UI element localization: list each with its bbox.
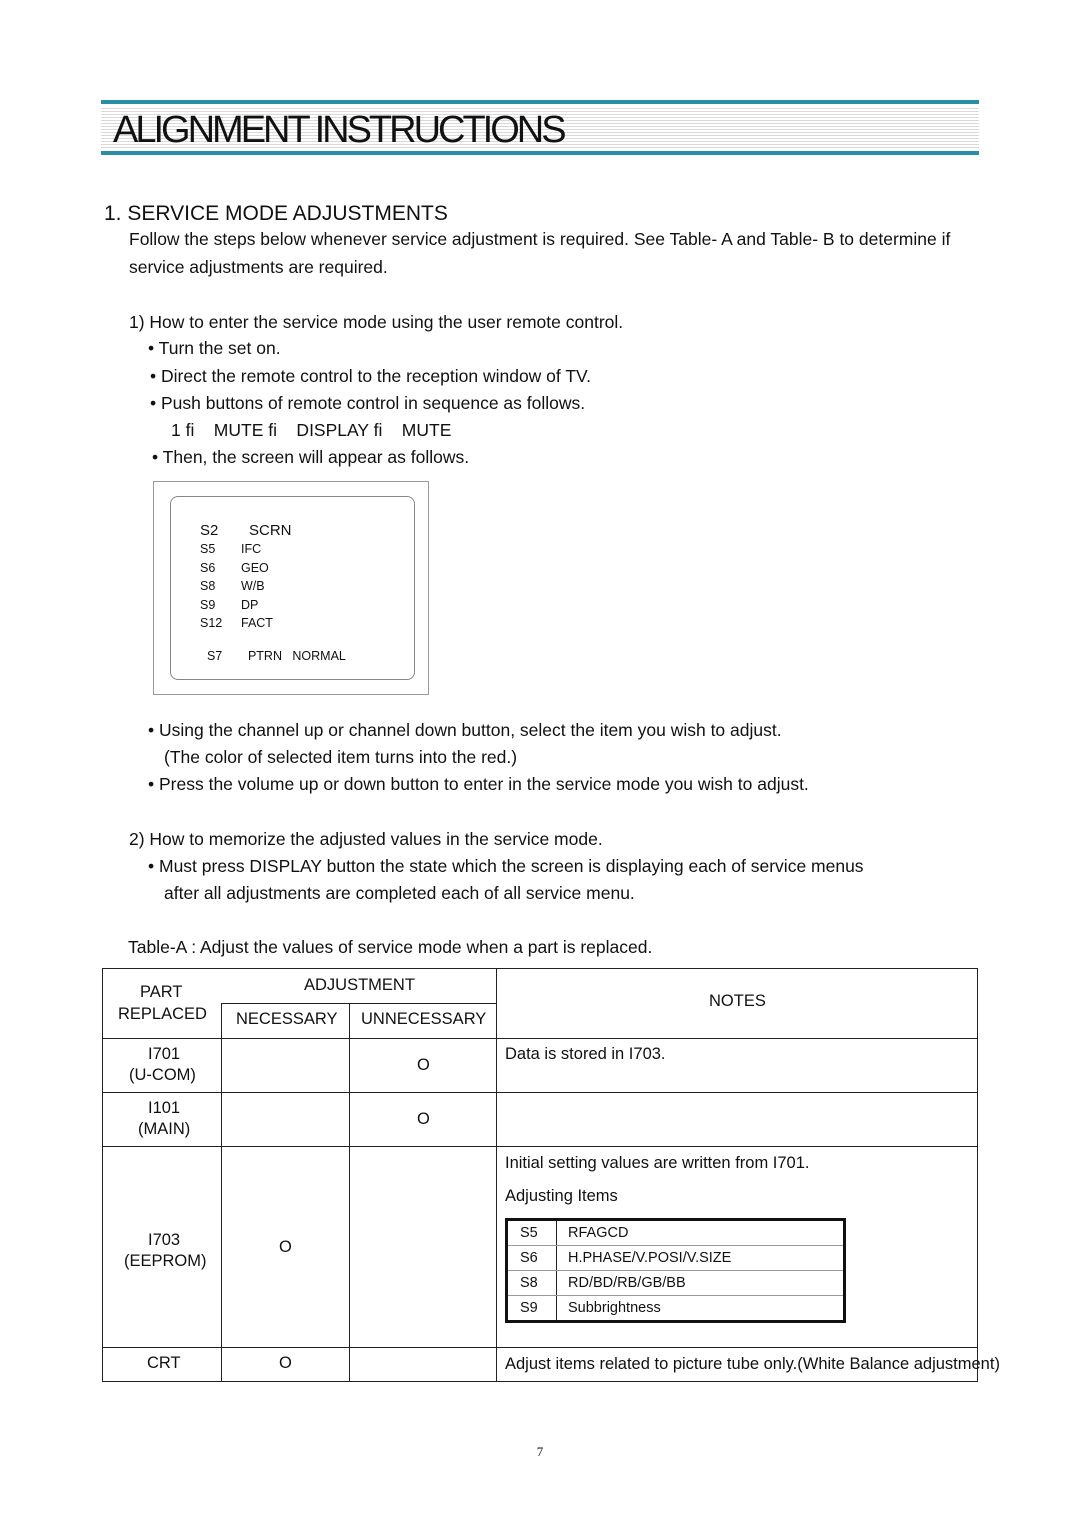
osd-row [200,579,265,593]
header-unnecessary: UNNECESSARY [361,1010,487,1028]
step1-bullet: • Push buttons of remote control in sequence as follows. [150,393,586,413]
adjusting-item-row [508,1221,843,1246]
title-banner [101,100,979,156]
osd-label: IFC [241,542,262,556]
row-part-type: (EEPROM) [124,1252,207,1270]
osd-label: DP [241,598,259,612]
adjusting-item-row [508,1271,843,1296]
step1-bullet: • Direct the remote control to the reception window of TV. [150,366,591,386]
step2-line: • Must press DISPLAY button the state which the screen is displaying each of service menus [148,856,864,876]
item-label: RFAGCD [568,1225,629,1241]
row-part: CRT [147,1354,181,1372]
header-part: PART [140,983,183,1001]
osd-label: W/B [241,579,265,593]
osd-label: GEO [241,561,269,575]
row-part-type: (MAIN) [138,1120,191,1138]
table-a-caption: Table-A : Adjust the values of service mode when a part is replaced. [128,937,653,957]
step1-heading: 1) How to enter the service mode using the user remote control. [129,312,624,332]
header-adjustment: ADJUSTMENT [304,976,415,994]
row-part-type: (U-COM) [129,1066,196,1084]
item-label: RD/BD/RB/GB/BB [568,1275,686,1291]
row-notes-sub: Adjusting Items [505,1187,618,1205]
osd-code: S6 [200,561,216,575]
header-necessary: NECESSARY [236,1010,338,1028]
after-osd-line: (The color of selected item turns into the red.) [164,747,518,767]
item-label: Subbrightness [568,1300,661,1316]
row-unnecessary-mark: O [417,1056,430,1074]
item-code: S6 [520,1250,538,1266]
osd-label: SCRN [249,522,292,539]
adjusting-item-row [508,1246,843,1271]
intro-line-2: service adjustments are required. [129,257,388,277]
row-part: I101 [148,1099,181,1117]
after-osd-line: • Using the channel up or channel down button, select the item you wish to adjust. [148,720,782,740]
osd-row [200,616,273,630]
osd-code: S9 [200,598,216,612]
item-code: S8 [520,1275,538,1291]
header-replaced: REPLACED [118,1005,207,1023]
osd-code: S12 [200,616,223,630]
row-necessary-mark: O [279,1354,292,1372]
page-number: 7 [536,1444,544,1459]
item-code: S5 [520,1225,538,1241]
osd-row [200,635,346,663]
row-notes: Initial setting values are written from I701. [505,1154,810,1172]
osd-row [200,561,269,575]
step2-heading: 2) How to memorize the adjusted values in the service mode. [129,829,603,849]
intro-line-1: Follow the steps below whenever service adjustment is required. See Table- A and Table- B to determine if [129,229,951,249]
adjusting-items-table [505,1218,846,1323]
osd-label: FACT [241,616,273,630]
row-part: I701 [148,1045,181,1063]
row-part: I703 [148,1231,181,1249]
item-label: H.PHASE/V.POSI/V.SIZE [568,1250,732,1266]
osd-row [200,542,261,556]
step2-line: after all adjustments are completed each of all service menu. [164,883,635,903]
osd-row [200,598,258,612]
step1-bullet: • Turn the set on. [148,338,281,358]
adjusting-item-row [508,1296,843,1321]
row-notes: Adjust items related to picture tube only.(White Balance adjustment) [505,1355,1000,1373]
osd-code: S7 [206,649,223,663]
osd-code: S8 [200,579,216,593]
header-notes: NOTES [709,992,766,1010]
osd-row [200,522,292,539]
section-heading: 1. SERVICE MODE ADJUSTMENTS [104,202,448,225]
osd-label: PTRN NORMAL [247,649,346,663]
row-necessary-mark: O [279,1238,292,1256]
page-title: ALIGNMENT INSTRUCTIONS [113,109,564,151]
after-osd-line: • Press the volume up or down button to enter in the service mode you wish to adjust. [148,774,809,794]
row-unnecessary-mark: O [417,1110,430,1128]
step1-then: • Then, the screen will appear as follows. [152,447,470,467]
banner-top-rule [101,100,979,104]
osd-code: S5 [200,542,216,556]
row-notes: Data is stored in I703. [505,1045,666,1063]
osd-code: S2 [200,522,219,539]
item-code: S9 [520,1300,538,1316]
button-sequence: 1 fi MUTE fi DISPLAY fi MUTE [171,420,452,440]
